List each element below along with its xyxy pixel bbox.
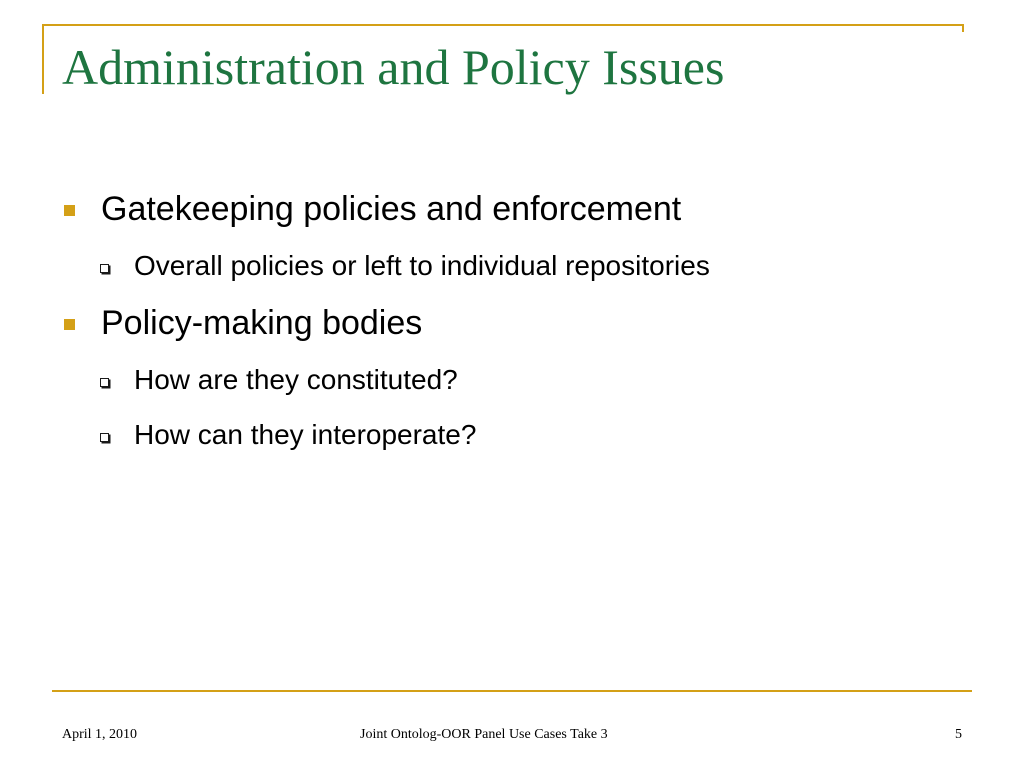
- hollow-square-bullet-icon: [100, 433, 109, 442]
- footer-date: April 1, 2010: [62, 727, 138, 742]
- sub-bullet-item-1-1: [100, 250, 710, 282]
- bullet-text: Gatekeeping policies and enforcement: [101, 190, 682, 228]
- footer-divider: [52, 690, 972, 692]
- slide-title: Administration and Policy Issues: [62, 39, 725, 95]
- hollow-square-bullet-icon: [100, 378, 109, 387]
- frame-right-tick: [962, 24, 964, 32]
- sub-bullet-item-2-2: [100, 419, 476, 451]
- sub-bullet-text: How can they interoperate?: [134, 419, 477, 450]
- frame-top-border: [42, 24, 964, 26]
- hollow-square-bullet-icon: [100, 264, 109, 273]
- sub-bullet-item-2-1: [100, 364, 458, 396]
- bullet-item-2: [64, 304, 422, 343]
- footer-title: Joint Ontolog-OOR Panel Use Cases Take 3: [360, 727, 608, 742]
- bullet-text: Policy-making bodies: [101, 304, 423, 342]
- bullet-item-1: [64, 190, 681, 229]
- sub-bullet-text: Overall policies or left to individual repositories: [134, 250, 710, 281]
- filled-square-bullet-icon: [64, 205, 75, 216]
- sub-bullet-text: How are they constituted?: [134, 364, 458, 395]
- page-number: 5: [955, 727, 962, 742]
- frame-left-border: [42, 24, 44, 94]
- filled-square-bullet-icon: [64, 319, 75, 330]
